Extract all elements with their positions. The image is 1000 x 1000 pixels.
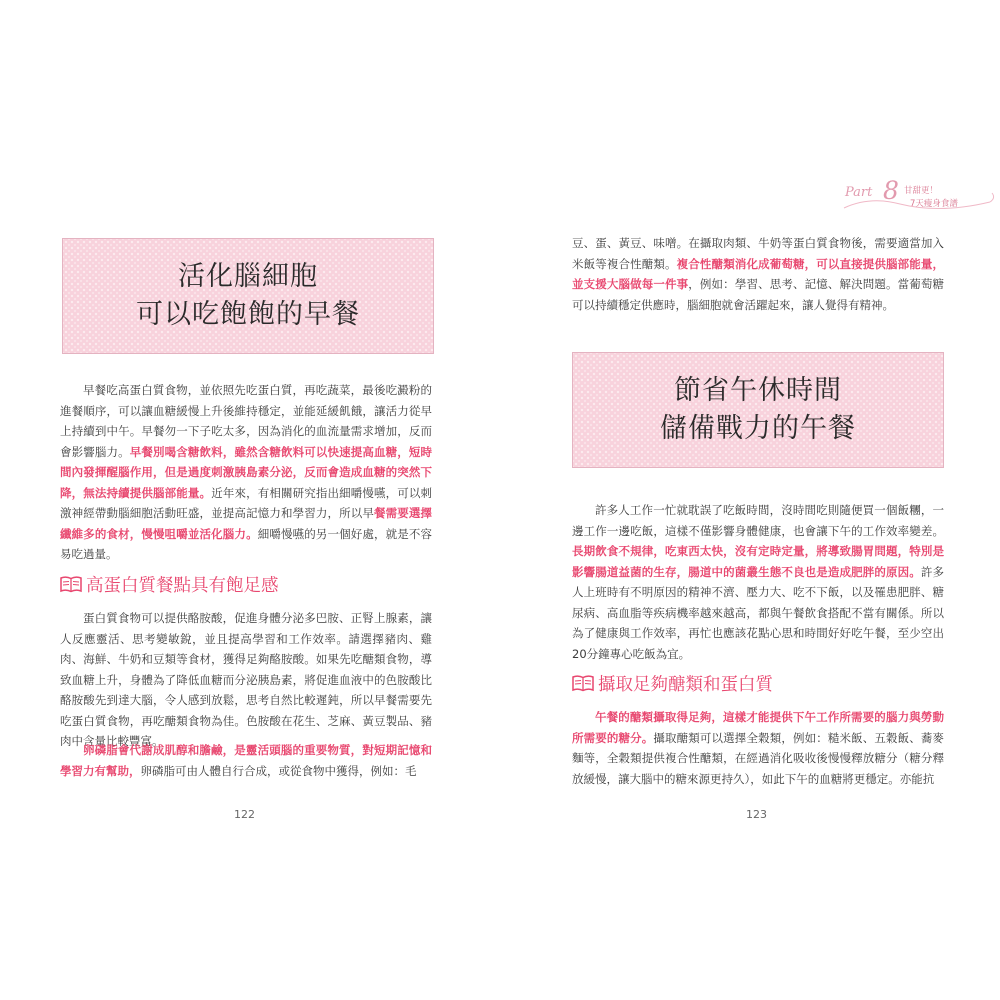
- carbs-text: 攝取醣類可以選擇全穀類，例如：糙米飯、五穀飯、蕎麥麵等，全穀類提供複合性醣類，在經過消化吸收後慢慢釋放糖分（糖分釋放緩慢，讓大腦中的糖來源更持久），如此下午的血糖將更穩定。亦能抗: [572, 730, 944, 786]
- lecithin-text: 卵磷脂可由人體自行合成，或從食物中獲得，例如：毛: [140, 763, 417, 778]
- banner-title-line-2: 可以吃飽飽的早餐: [136, 299, 360, 330]
- page-number-left: 122: [234, 808, 255, 821]
- page-number-right: 123: [746, 808, 767, 821]
- carbs-body-paragraph: [572, 707, 944, 789]
- continuation-text-1: 豆、蛋、黃豆、味噌。在攝取肉類、牛奶等蛋白質食物後，需要適當加入米飯等複合性醣類。: [572, 236, 944, 271]
- chapter-title-line-1: 甘甜更！: [904, 186, 939, 196]
- lecithin-paragraph: [60, 740, 432, 781]
- continuation-highlight: 複合性醣類消化成葡萄糖，可以直接提供腦部能量，並支援大腦做每一件事: [572, 256, 945, 291]
- banner-title-line-1: 活化腦細胞: [178, 261, 318, 292]
- protein-subheading-text: 高蛋白質餐點具有飽足感: [86, 575, 279, 596]
- lunch-title-banner: [572, 352, 944, 468]
- carbs-subheading: [572, 672, 773, 694]
- chapter-part-label: Part: [845, 185, 873, 200]
- book-icon: [60, 575, 82, 593]
- intro-highlight-2: 餐需要選擇纖維多的食材，慢慢咀嚼並活化腦力。: [60, 506, 432, 541]
- breakfast-intro-paragraph: [60, 380, 432, 565]
- lunch-intro-paragraph: [572, 500, 944, 664]
- protein-subheading: [60, 573, 279, 595]
- intro-highlight-1: 早餐別喝含糖飲料，雖然含糖飲料可以快速提高血糖，短時間內發揮醒腦作用，但是過度刺激胰島素分泌，反而會造成血糖的突然下降，無法持續提供腦部能量。: [60, 444, 433, 500]
- right-page: [500, 0, 1000, 1000]
- intro-text-3: 細嚼慢嚥的另一個好處，就是不容易吃過量。: [60, 526, 433, 561]
- breakfast-title-banner: [62, 238, 434, 354]
- lunch-intro-text-1: 許多人工作一忙就耽誤了吃飯時間，沒時間吃則隨便買一個飯糰，一邊工作一邊吃飯，這樣不僅影響身體健康，也會讓下午的工作效率變差。: [572, 503, 944, 538]
- continuation-text-2: ，例如：學習、思考、記憶、解決問題。當葡萄糖可以持續穩定供應時，腦細胞就會活躍起來，讓人覺得有精神。: [572, 277, 945, 312]
- banner-title-line-1: 節省午休時間: [674, 375, 842, 406]
- lunch-intro-text-2: 許多人上班時有不明原因的精神不濟、壓力大、吃不下飯，以及罹患肥胖、糖尿病、高血脂等疾病機率越來越高，都與午餐飲食搭配不當有關係。所以為了健康與工作效率，再忙也應該花點心思和時間好好吃午餐，至少空出20分鐘專心吃飯為宜。: [572, 564, 945, 661]
- book-icon: [572, 674, 594, 692]
- banner-title-line-2: 儲備戰力的午餐: [660, 413, 856, 444]
- protein-body-text: 蛋白質食物可以提供酪胺酸，促進身體分泌多巴胺、正腎上腺素，讓人反應靈活、思考變敏銳，並且提高學習和工作效率。請選擇豬肉、雞肉、海鮮、牛奶和豆類等食材，獲得足夠酪胺酸。如果先吃醣類食物，導致血糖上升，身體為了降低血糖而分泌胰島素，將促進血液中的色胺酸比酪胺酸先到達大腦，令人感到放鬆，思考自然比較遲鈍，所以早餐需要先吃蛋白質食物，再吃醣類食物為佳。色胺酸在花生、芝麻、黃豆製品、豬肉中含量比較豐富。: [60, 611, 432, 748]
- carbs-subheading-text: 攝取足夠醣類和蛋白質: [598, 674, 773, 695]
- intro-text-2: 近年來，有相關研究指出細嚼慢嚥，可以刺激神經帶動腦細胞活動旺盛，並提高記憶力和學習力，所以早: [60, 485, 433, 520]
- lunch-intro-highlight: 長期飲食不規律，吃東西太快，沒有定時定量，將導致腸胃問題，特別是影響腸道益菌的生存，腸道中的菌叢生態不良也是造成肥胖的原因。: [572, 544, 944, 579]
- continuation-paragraph: [572, 233, 944, 315]
- chapter-header: [840, 178, 1000, 218]
- protein-body-paragraph: [60, 608, 432, 752]
- carbs-highlight: 午餐的醣類攝取得足夠，這樣才能提供下午工作所需要的腦力與勞動所需要的糖分。: [572, 710, 944, 745]
- lecithin-highlight: 卵磷脂會代謝成肌醇和膽鹼，是靈活頭腦的重要物質，對短期記憶和學習力有幫助，: [60, 743, 432, 778]
- chapter-number: 8: [883, 176, 899, 205]
- chapter-title-line-2: 7天瘦身食譜: [910, 199, 958, 209]
- intro-text-1: 早餐吃高蛋白質食物，並依照先吃蛋白質，再吃蔬菜，最後吃澱粉的進餐順序，可以讓血糖緩慢上升後維持穩定，並能延緩飢餓，讓活力從早上持續到中午。早餐勿一下子吃太多，因為消化的血流量需求增加，反而會影響腦力。: [60, 383, 432, 459]
